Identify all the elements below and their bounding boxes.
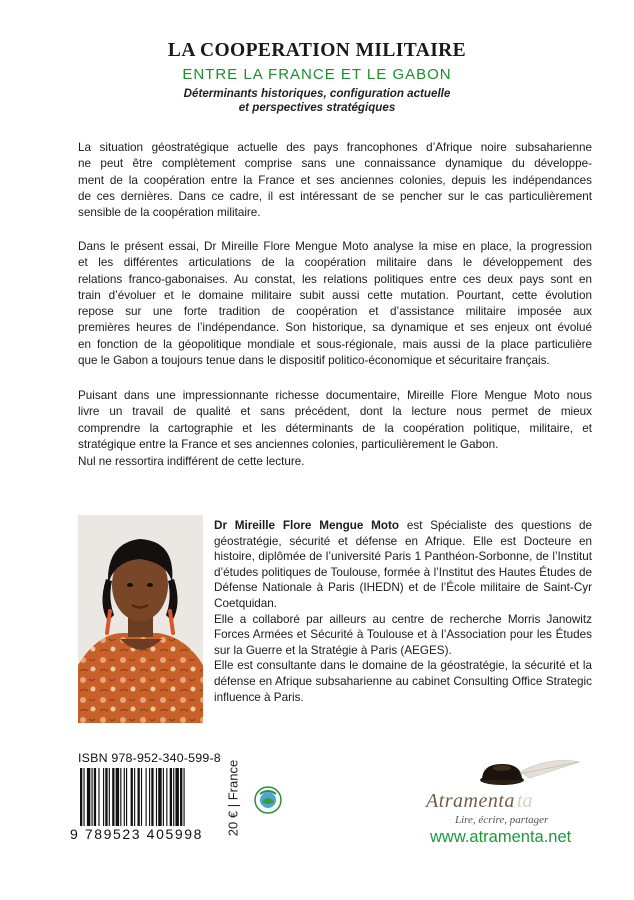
publisher-name-shadow: ta bbox=[517, 790, 533, 812]
book-tagline bbox=[0, 87, 634, 115]
text-line: en fonction de la géopolitique mondiale et sous-régionale, mais aussi de la place particulière bbox=[78, 337, 592, 351]
text-line: Nul ne ressortira indifférent de cette lecture. bbox=[78, 455, 305, 468]
barcode-bar bbox=[175, 768, 178, 826]
barcode-bar bbox=[126, 768, 127, 826]
barcode-bar bbox=[146, 768, 147, 826]
barcode-bar bbox=[158, 768, 161, 826]
barcode-bar bbox=[124, 768, 125, 826]
barcode-digits: 9 789523 405998 bbox=[70, 826, 203, 842]
publisher-url[interactable]: www.atramenta.net bbox=[430, 828, 572, 846]
text-line: et les différentes articulations de la coopération militaire dans le développement des bbox=[78, 256, 592, 270]
tagline-line-2: et perspectives stratégiques bbox=[238, 101, 396, 114]
synopsis-paragraph-2 bbox=[78, 239, 592, 369]
barcode-bar bbox=[156, 768, 157, 826]
synopsis-paragraph-1 bbox=[78, 140, 592, 221]
bio-paragraph-3: Elle est consultante dans le domaine de la géostratégie, la sécurité et la défense en Afrique subsaharienne au cabinet Consulting Office Strategic influence à Paris. bbox=[214, 659, 592, 704]
barcode-bar bbox=[87, 768, 90, 826]
publisher-name: Atramenta bbox=[426, 790, 515, 812]
text-line: relations franco-gabonaises. Au constat, les relations politiques entre ces deux pays sont en bbox=[78, 272, 592, 286]
synopsis-paragraph-3 bbox=[78, 388, 592, 453]
isbn-barcode bbox=[78, 768, 220, 826]
barcode-bar bbox=[138, 768, 140, 826]
barcode-bar bbox=[184, 768, 185, 826]
barcode-bar bbox=[94, 768, 96, 826]
barcode-bar bbox=[166, 768, 167, 826]
text-line: premières heures de l’indépendance. Son historique, sa dynamique et ses enjeux ont évolué bbox=[78, 321, 592, 335]
price-tag bbox=[221, 751, 245, 845]
barcode-bar bbox=[83, 768, 84, 826]
barcode-bar bbox=[92, 768, 93, 826]
barcode-bar bbox=[105, 768, 107, 826]
publisher-tagline: Lire, écrire, partager bbox=[455, 814, 549, 826]
barcode-bar bbox=[170, 768, 172, 826]
barcode-bar bbox=[116, 768, 119, 826]
barcode-bar bbox=[163, 768, 164, 826]
text-line: de ces dernières. Dans ce cadre, il est intéressant de se pencher sur le cas particulièrement bbox=[78, 189, 592, 203]
barcode-bar bbox=[131, 768, 133, 826]
barcode-bar bbox=[109, 768, 110, 826]
barcode-bar bbox=[80, 768, 82, 826]
book-title: LA COOPERATION MILITAIRE bbox=[167, 40, 467, 61]
book-subtitle: ENTRE LA FRANCE ET LE GABON bbox=[182, 66, 452, 83]
barcode-bar bbox=[103, 768, 104, 826]
text-line: comprendre la cartographie et les déterminants de la coopération politique, militaire, et bbox=[78, 421, 592, 435]
synopsis-paragraph-4 bbox=[78, 454, 592, 470]
author-photo bbox=[78, 515, 203, 723]
bio-paragraph-2: Elle a collaboré par ailleurs au centre de recherche Morris Janowitz Forces Armées et Sécurité à Toulouse et à l’Association pour les Études sur la Guerre et la Stratégie à Paris (AEGES). bbox=[214, 612, 592, 657]
text-line: ne peut être complètement comprise sans une connaissance dynamique du développe- bbox=[78, 157, 592, 171]
barcode-bar bbox=[141, 768, 142, 826]
barcode-bar bbox=[98, 768, 99, 826]
isbn-label: ISBN 978-952-340-599-8 bbox=[78, 751, 221, 765]
text-line: repose sur une forte tradition de coopération et d’assistance militaire imposée aux bbox=[78, 305, 592, 319]
barcode-bar bbox=[112, 768, 114, 826]
author-name: Dr Mireille Flore Mengue Moto bbox=[214, 519, 400, 532]
tagline-line-1: Déterminants historiques, configuration actuelle bbox=[183, 87, 451, 100]
barcode-bar bbox=[120, 768, 121, 826]
price-label: 20 € | France bbox=[225, 759, 241, 837]
text-line: livre un travail de qualité et sans précédent, dont la lecture nous permet de mieux bbox=[78, 405, 592, 419]
barcode-bar bbox=[134, 768, 135, 826]
barcode-bar bbox=[180, 768, 182, 826]
imprim-vert-logo bbox=[254, 786, 282, 814]
text-line: train d’évoluer et le domaine militaire subit aussi cette mutation. Pourtant, cette évolution bbox=[78, 288, 592, 302]
text-line: sensible de la coopération militaire. bbox=[78, 206, 261, 220]
text-line: ment de la coopération entre la France et ses anciennes colonies, depuis les indépendances bbox=[78, 173, 592, 187]
bio-text: est Spécialiste des questions de géostratégie, sécurité et défense en Afrique. Elle est Docteure en histoire, diplômée de l’université Paris 1 Panthéon-Sorbonne, de l’Institut d’études politiques de Toulouse, formée à l’Institut des Hautes Études de Défense Nationale à Paris (IHEDN) et de l’École militaire de Saint-Cyr Coetquidan. bbox=[214, 519, 592, 610]
text-line: stratégique entre la France et ses anciennes colonies, particulièrement le Gabon. bbox=[78, 437, 499, 451]
bio-paragraph-1 bbox=[214, 518, 592, 612]
author-bio bbox=[214, 518, 592, 705]
text-line: La situation géostratégique actuelle des pays francophones d’Afrique noire subsaharienne bbox=[78, 141, 592, 154]
barcode-bar bbox=[173, 768, 174, 826]
barcode-bar bbox=[151, 768, 153, 826]
text-line: Puisant dans une impressionnante richesse documentaire, Mireille Flore Mengue Moto nous bbox=[78, 389, 592, 402]
barcode-bar bbox=[149, 768, 150, 826]
text-line: Dans le présent essai, Dr Mireille Flore Mengue Moto analyse la mise en place, la progression bbox=[78, 240, 592, 253]
text-line: que le Gabon a toujours tenue dans le dispositif politico-économique et sécuritaire français. bbox=[78, 354, 550, 368]
